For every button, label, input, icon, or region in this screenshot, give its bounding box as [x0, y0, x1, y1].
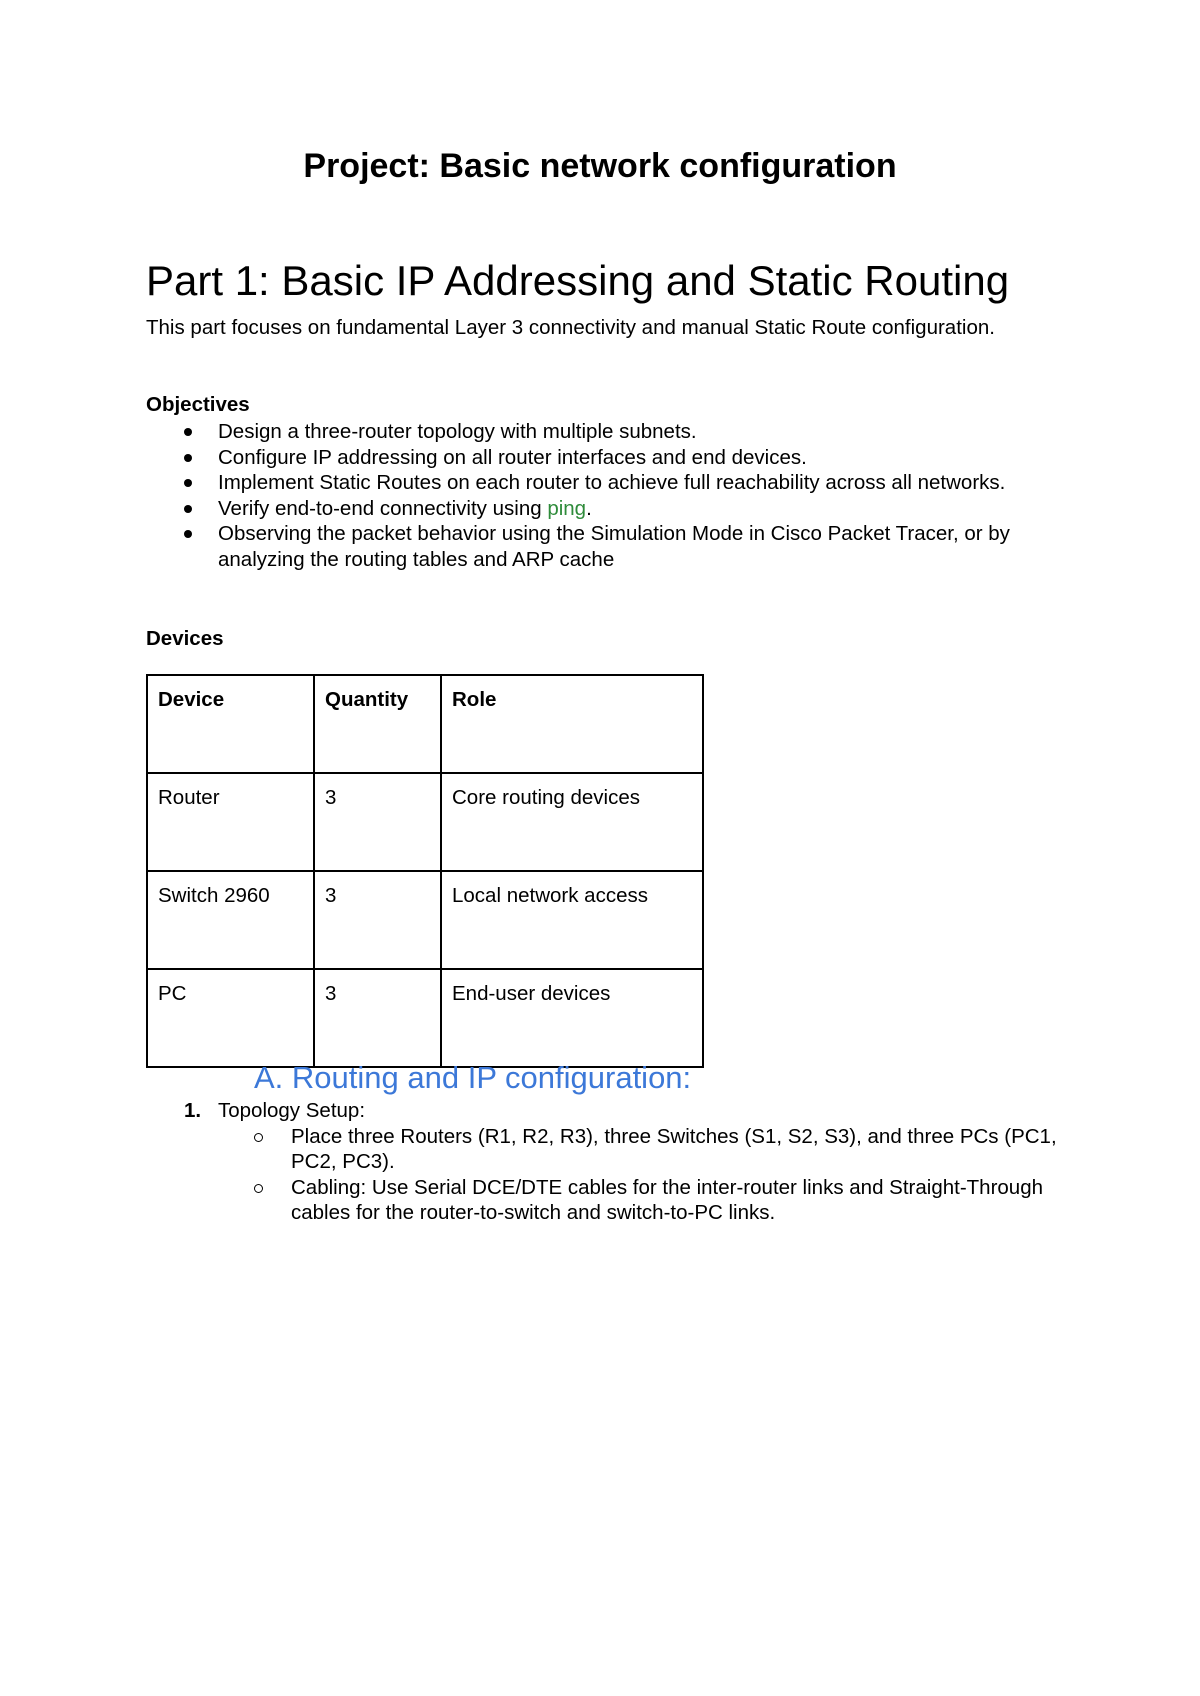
- substeps-list: [218, 1124, 1086, 1226]
- part1-intro: This part focuses on fundamental Layer 3 connectivity and manual Static Route configuration.: [146, 316, 995, 339]
- circle-bullet-icon: [254, 1133, 263, 1142]
- table-header-row: [147, 675, 703, 773]
- table-header-cell: Quantity: [314, 675, 441, 773]
- bullet-icon: [184, 505, 192, 513]
- step-item: [146, 1098, 1086, 1226]
- objective-text: Observing the packet behavior using the Simulation Mode in Cisco Packet Tracer, or by analyzing the routing tables and ARP cache: [218, 522, 1010, 571]
- objective-item: [146, 445, 1086, 471]
- objectives-label: Objectives: [146, 393, 250, 416]
- bullet-icon: [184, 530, 192, 538]
- step-label: Topology Setup:: [218, 1099, 366, 1122]
- table-cell: Local network access: [441, 871, 703, 969]
- table-header-cell: Device: [147, 675, 314, 773]
- substep-text: Place three Routers (R1, R2, R3), three Switches (S1, S2, S3), and three PCs (PC1, PC2, PC3).: [291, 1124, 1057, 1174]
- objective-item: [146, 470, 1086, 496]
- part1-heading: Part 1: Basic IP Addressing and Static Routing: [146, 257, 1010, 304]
- devices-table: [146, 674, 704, 1068]
- objective-item: [146, 419, 1086, 445]
- objective-text: Configure IP addressing on all router interfaces and end devices.: [218, 445, 807, 469]
- table-cell: 3: [314, 969, 441, 1067]
- bullet-icon: [184, 454, 192, 462]
- steps-list: [146, 1098, 1086, 1226]
- circle-bullet-icon: [254, 1184, 263, 1193]
- table-cell: End-user devices: [441, 969, 703, 1067]
- table-cell: 3: [314, 871, 441, 969]
- bullet-icon: [184, 428, 192, 436]
- objective-text-before: Verify end-to-end connectivity using: [218, 496, 548, 520]
- objective-text: Design a three-router topology with multiple subnets.: [218, 420, 697, 443]
- bullet-icon: [184, 479, 192, 487]
- objective-item: [146, 496, 1086, 522]
- step-number: 1.: [184, 1099, 202, 1122]
- table-cell: Router: [147, 773, 314, 871]
- substep-item: [218, 1175, 1086, 1226]
- objective-text-after: .: [586, 496, 592, 520]
- table-cell: Core routing devices: [441, 773, 703, 871]
- table-row: [147, 773, 703, 871]
- table-row: [147, 969, 703, 1067]
- table-header-cell: Role: [441, 675, 703, 773]
- objective-text: Implement Static Routes on each router to achieve full reachability across all networks.: [218, 471, 1006, 495]
- document-title: Project: Basic network configuration: [303, 147, 897, 185]
- ping-highlight: ping: [547, 496, 587, 520]
- section-a-heading: A. Routing and IP configuration:: [254, 1060, 692, 1095]
- table-row: [147, 871, 703, 969]
- objective-item: [146, 521, 1086, 572]
- objectives-list: [146, 419, 1086, 573]
- table-cell: 3: [314, 773, 441, 871]
- devices-label: Devices: [146, 627, 224, 650]
- substep-text: Cabling: Use Serial DCE/DTE cables for the inter-router links and Straight-Through cables for the router-to-switch and switch-to-PC links.: [291, 1175, 1043, 1225]
- substep-item: [218, 1124, 1086, 1175]
- table-cell: Switch 2960: [147, 871, 314, 969]
- table-cell: PC: [147, 969, 314, 1067]
